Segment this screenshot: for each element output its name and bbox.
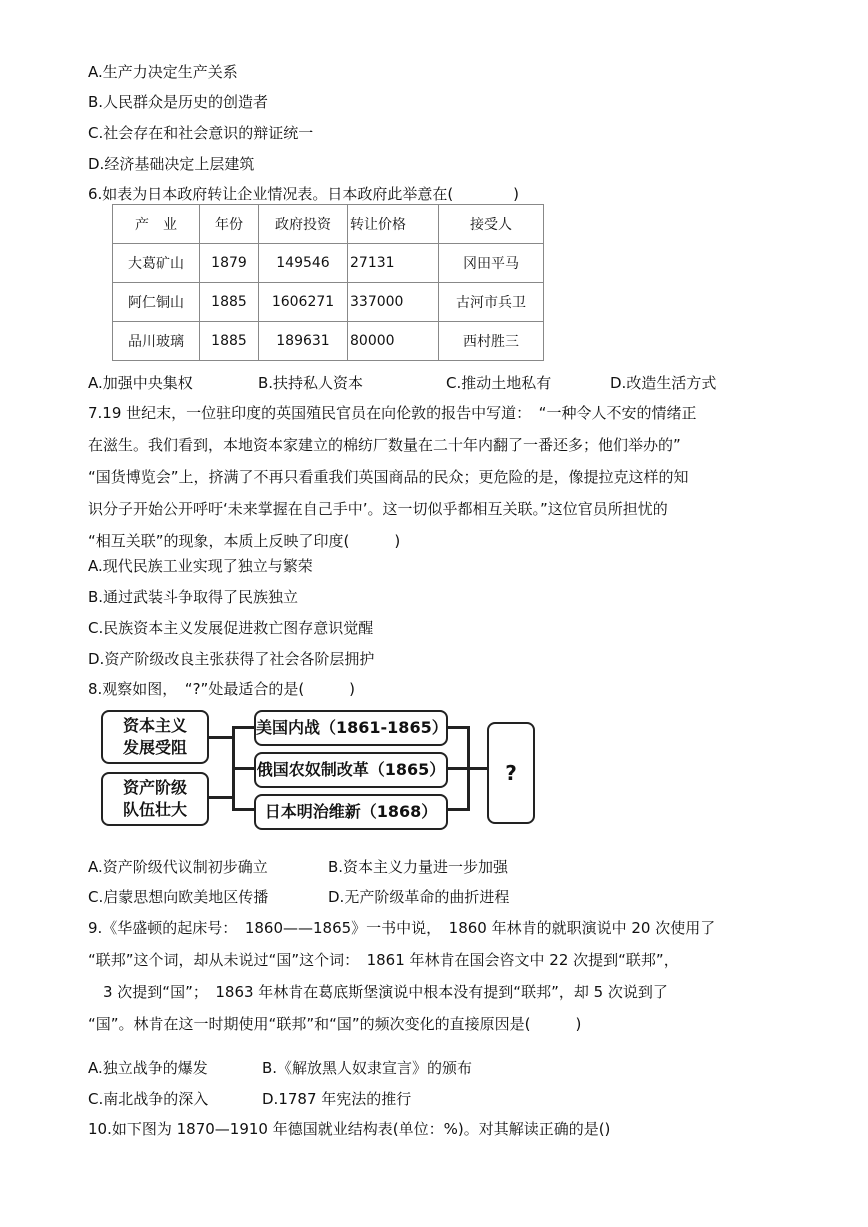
q5-option-d: D.经济基础决定上层建筑 — [88, 155, 255, 173]
q7-option-b: B.通过武装斗争取得了民族独立 — [88, 588, 299, 606]
q6-option-c: C.推动土地私有 — [446, 374, 552, 392]
diagram-box-us-civil-war: 美国内战（1861-1865） — [254, 710, 448, 746]
q6-table — [112, 204, 544, 361]
table-cell: 西村胜三 — [439, 322, 544, 361]
table-header-cell: 产 业 — [113, 205, 200, 244]
q9-stem — [88, 918, 788, 1046]
q9-line: 9.《华盛顿的起床号： 1860——1865》一书中说， 1860 年林肯的就职演说中 20 次使用了 — [88, 919, 716, 937]
table-row — [113, 283, 544, 322]
table-cell: 冈田平马 — [439, 244, 544, 283]
table-row — [113, 322, 544, 361]
connector — [232, 726, 254, 729]
table-cell: 149546 — [259, 244, 348, 283]
table-cell: 1879 — [200, 244, 259, 283]
q9-option-a: A.独立战争的爆发 — [88, 1059, 208, 1077]
diagram-box-meiji: 日本明治维新（1868） — [254, 794, 448, 830]
q8-option-a: A.资产阶级代议制初步确立 — [88, 858, 268, 876]
q7-option-c: C.民族资本主义发展促进救亡图存意识觉醒 — [88, 619, 374, 637]
connector — [232, 808, 254, 811]
diagram-box-russia-reform: 俄国农奴制改革（1865） — [254, 752, 448, 788]
table-cell: 品川玻璃 — [113, 322, 200, 361]
q7-line: 识分子开始公开呼吁‘未来掌握在自己手中’。这一切似乎都相互关联。”这位官员所担忧的 — [88, 500, 668, 518]
table-header-cell: 年份 — [200, 205, 259, 244]
table-cell: 古河市兵卫 — [439, 283, 544, 322]
q8-option-d: D.无产阶级革命的曲折进程 — [328, 888, 510, 906]
q7-line: “相互关联”的现象，本质上反映了印度( ) — [88, 532, 401, 550]
q8-options-row2 — [88, 887, 788, 907]
q7-option-a: A.现代民族工业实现了独立与繁荣 — [88, 557, 313, 575]
q5-option-a: A.生产力决定生产关系 — [88, 63, 238, 81]
q6-option-b: B.扶持私人资本 — [258, 374, 364, 392]
q8-stem: 8.观察如图， “?”处最适合的是( ) — [88, 680, 356, 698]
connector — [207, 796, 233, 799]
q6-option-a: A.加强中央集权 — [88, 374, 193, 392]
q7-line: “国货博览会”上，挤满了不再只看重我们英国商品的民众；更危险的是，像提拉克这样的知 — [88, 468, 689, 486]
connector — [207, 736, 233, 739]
q9-option-b: B.《解放黑人奴隶宣言》的颁布 — [262, 1059, 473, 1077]
q9-line: “国”。林肯在这一时期使用“联邦”和“国”的频次变化的直接原因是( ) — [88, 1015, 582, 1033]
q9-line: 3 次提到“国”； 1863 年林肯在葛底斯堡演说中根本没有提到“联邦”，却 5 次说到了 — [88, 983, 668, 1001]
diagram-box-left-bottom: 资产阶级 队伍壮大 — [101, 772, 209, 826]
q9-line: “联邦”这个词，却从未说过“国”这个词： 1861 年林肯在国会咨文中 22 次提到“联邦”， — [88, 951, 679, 969]
table-row — [113, 244, 544, 283]
q6-stem: 6.如表为日本政府转让企业情况表。日本政府此举意在( ) — [88, 185, 520, 203]
connector — [232, 767, 254, 770]
q9-options-row1 — [88, 1058, 788, 1078]
table-cell: 1885 — [200, 283, 259, 322]
q7-line: 在滋生。我们看到，本地资本家建立的棉纺厂数量在二十年内翻了一番还多；他们举办的” — [88, 436, 681, 454]
q7-stem — [88, 403, 788, 563]
table-cell: 80000 — [348, 322, 439, 361]
q8-option-c: C.启蒙思想向欧美地区传播 — [88, 888, 269, 906]
table-header-cell: 转让价格 — [348, 205, 439, 244]
table-header-row — [113, 205, 544, 244]
q7-option-d: D.资产阶级改良主张获得了社会各阶层拥护 — [88, 650, 375, 668]
q6-option-d: D.改造生活方式 — [610, 374, 717, 392]
q5-option-b: B.人民群众是历史的创造者 — [88, 93, 269, 111]
table-cell: 337000 — [348, 283, 439, 322]
connector — [467, 767, 487, 770]
q9-option-c: C.南北战争的深入 — [88, 1090, 209, 1108]
q8-option-b: B.资本主义力量进一步加强 — [328, 858, 509, 876]
diagram-box-question: ? — [487, 722, 535, 824]
table-header-cell: 政府投资 — [259, 205, 348, 244]
table-cell: 1606271 — [259, 283, 348, 322]
table-cell: 大葛矿山 — [113, 244, 200, 283]
q6-options — [88, 373, 788, 393]
q7-line: 7.19 世纪末，一位驻印度的英国殖民官员在向伦敦的报告中写道： “一种令人不安的情绪正 — [88, 404, 697, 422]
table-header-cell: 接受人 — [439, 205, 544, 244]
table-cell: 27131 — [348, 244, 439, 283]
q5-option-c: C.社会存在和社会意识的辩证统一 — [88, 124, 314, 142]
q9-option-d: D.1787 年宪法的推行 — [262, 1090, 412, 1108]
q10-stem: 10.如下图为 1870—1910 年德国就业结构表(单位：%)。对其解读正确的是() — [88, 1120, 611, 1138]
table-cell: 阿仁铜山 — [113, 283, 200, 322]
table-cell: 189631 — [259, 322, 348, 361]
q9-options-row2 — [88, 1089, 788, 1109]
q8-options-row1 — [88, 857, 788, 877]
table-cell: 1885 — [200, 322, 259, 361]
diagram-box-left-top: 资本主义 发展受阻 — [101, 710, 209, 764]
